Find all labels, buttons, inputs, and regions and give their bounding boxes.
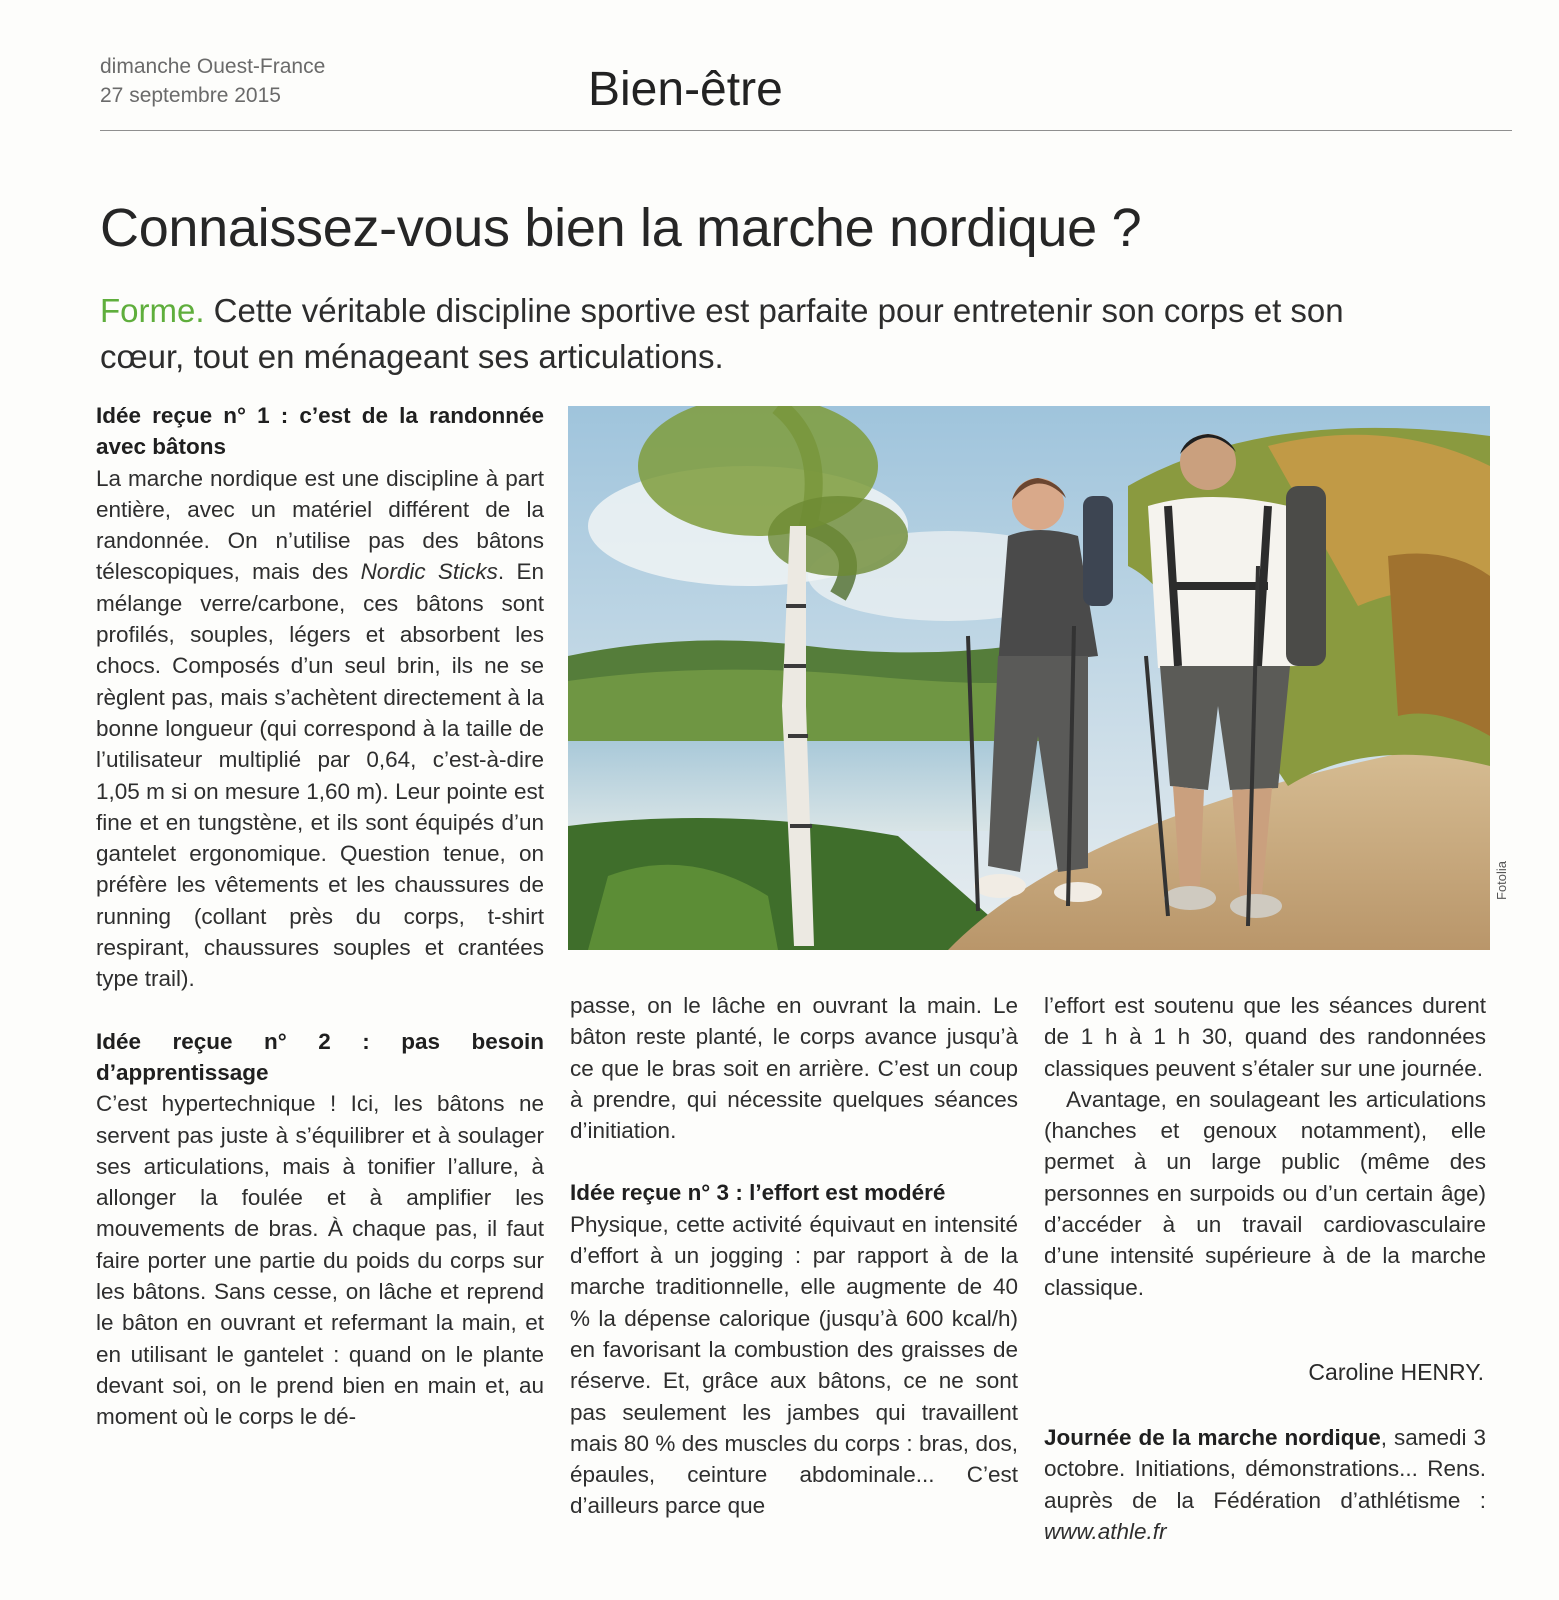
block2-continuation: passe, on le lâche en ouvrant la main. Le bâton reste planté, le corps avance jusqu’à ce que le bras soit en arrière. C’est un coup à prendre, qui nécessite quelques séances d’initiation. — [570, 993, 1018, 1144]
article-headline: Connaissez-vous bien la marche nordique ? — [100, 198, 1142, 258]
masthead-date — [100, 52, 400, 110]
kicker: Forme. — [100, 292, 205, 329]
hikers-photo — [568, 406, 1490, 950]
author-signature: Caroline HENRY. — [1308, 1359, 1484, 1385]
issue-date: 27 septembre 2015 — [100, 84, 281, 107]
block3-continuation: l’effort est soutenu que les séances durent de 1 h à 1 h 30, quand des randonnées classiques peuvent s’étaler sur une journée. — [1044, 993, 1486, 1081]
event-box — [1044, 1422, 1486, 1547]
column-2 — [570, 990, 1018, 1522]
event-title: Journée de la marche nordique — [1044, 1425, 1381, 1450]
block3-title: Idée reçue n° 3 : l’effort est modéré — [570, 1180, 946, 1206]
header-rule — [100, 130, 1512, 131]
paper-name: dimanche Ouest-France — [100, 55, 326, 78]
section-title: Bien-être — [588, 63, 783, 116]
block3-text: Physique, cette activité équivaut en intensité d’effort à un jogging : par rapport à de la marche traditionnelle, elle augmente de 40 % la dépense calorique (jusqu’à 600 kcal/h) en favorisant la combustion des graisses de réserve. Et, grâce aux bâtons, ce ne sont pas seulement les jambes qui travaillent mais 80 % des muscles du corps : bras, dos, épaules, ceinture abdominale... C’est d’ailleurs parce que — [570, 1211, 1018, 1519]
event-url[interactable]: www.athle.fr — [1044, 1518, 1167, 1544]
column-1 — [96, 400, 544, 1433]
standfirst — [100, 288, 1410, 380]
advantage-paragraph: Avantage, en soulageant les articulations (hanches et genoux notamment), elle permet à un large public (même des personnes en surpoids ou d’un certain âge) d’accéder à un travail cardiovasculaire d’une intensité supérieure à de la marche classique. — [1044, 1086, 1486, 1300]
column-3 — [1044, 990, 1486, 1303]
block1-title: Idée reçue n° 1 : c’est de la randonnée avec bâtons — [96, 403, 544, 460]
event-text: , samedi 3 octobre. Initiations, démonstrations... Rens. auprès de la Fédération d’athlétisme : — [1044, 1425, 1486, 1513]
standfirst-text: Cette véritable discipline sportive est parfaite pour entretenir son corps et son cœur, tout en ménageant ses articulations. — [100, 292, 1344, 375]
block1-text: La marche nordique est une discipline à part entière, avec un matériel différent de la randonnée. On n’utilise pas des bâtons télescopiques, mais des Nordic Sticks. En mélange verre/carbone, ces bâtons sont profilés, souples, légers et absorbent les chocs. Composés d’un seul brin, ils ne se règlent pas, mais s’achètent directement à la bonne longueur (qui correspond à la taille de l’utilisateur multiplié par 0,64, c’est-à-dire 1,05 m si on mesure 1,60 m). Leur pointe est fine et en tungstène, et ils sont équipés d’un gantelet ergonomique. Question tenue, on préfère les vêtements et les chaussures de running (collant près du corps, t-shirt respirant, chaussures souples et crantées type trail). — [96, 465, 544, 992]
photo-credit: Fotolia — [1494, 860, 1509, 900]
block2-text: C’est hypertechnique ! Ici, les bâtons ne servent pas juste à s’équilibrer et à soulager ses articulations, mais à tonifier l’allure, à allonger la foulée et à amplifier les mouvements de bras. À chaque pas, il faut faire porter une partie du poids du corps sur les bâtons. Sans cesse, on lâche et reprend le bâton en ouvrant et refermant la main, et en utilisant le gantelet : quand on le plante devant soi, on le prend bien en main et, au moment où le corps le dé- — [96, 1091, 544, 1430]
block2-title: Idée reçue n° 2 : pas besoin d’apprentissage — [96, 1028, 544, 1085]
